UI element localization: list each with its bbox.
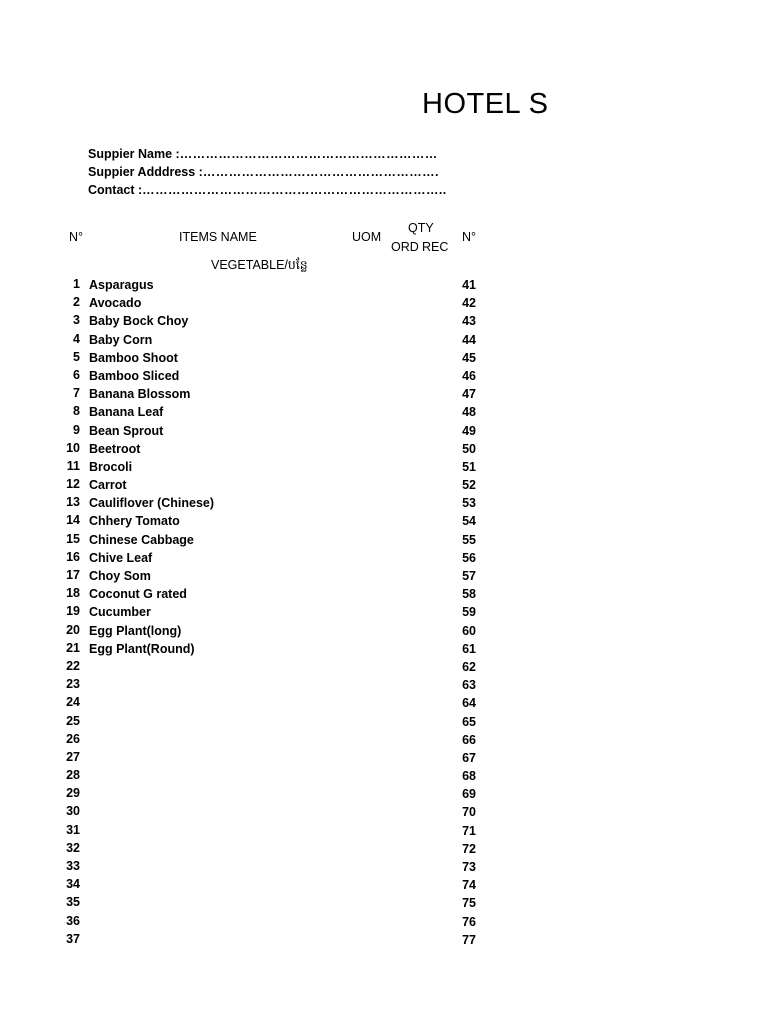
header-uom: UOM [352,230,382,244]
row-number-left: 21 [66,640,80,655]
item-name: Banana Leaf [89,405,164,420]
row-number-right: 44 [462,332,476,347]
row-number-left: 2 [73,295,80,310]
row-number-left: 9 [73,422,80,437]
header-rec: REC [422,240,449,254]
row-number-right: 42 [462,296,476,311]
contact-line [88,183,447,197]
item-name: Baby Corn [89,332,153,347]
item-name: Bean Sprout [89,423,164,438]
supplier-address-blank: ………………………………………………. [202,165,439,179]
header-items-name: ITEMS NAME [179,230,257,244]
row-number-left: 28 [66,768,80,783]
row-number-right: 76 [462,914,476,929]
item-name: Egg Plant(long) [89,623,182,638]
row-number-right: 67 [462,750,476,765]
table-row [0,495,768,513]
row-number-left: 27 [66,749,80,764]
row-number-left: 37 [66,931,80,946]
row-number-left: 16 [66,549,80,564]
table-row [0,513,768,531]
row-number-right: 56 [462,550,476,565]
row-number-right: 59 [462,605,476,620]
table-row [0,568,768,586]
row-number-left: 3 [73,313,80,328]
row-number-right: 63 [462,678,476,693]
item-name: Choy Som [89,569,151,583]
supplier-name-blank: …………………………………………………… [179,147,438,161]
row-number-left: 33 [66,859,80,873]
item-name: Carrot [89,478,127,493]
table-row [0,332,768,350]
row-number-left: 31 [66,822,80,837]
table-row [0,659,768,677]
item-name: Baby Bock Choy [89,314,189,329]
table-row [0,786,768,804]
row-number-left: 14 [66,513,80,528]
row-number-left: 7 [73,386,80,401]
item-name: Chinese Cabbage [89,532,194,547]
row-number-right: 46 [462,368,476,383]
table-row [0,386,768,404]
table-row [0,459,768,477]
table-row [0,750,768,768]
table-row [0,859,768,877]
table-row [0,804,768,822]
row-number-right: 68 [462,769,476,784]
item-name: Bamboo Sliced [89,368,180,383]
row-number-left: 1 [73,277,80,291]
row-number-left: 4 [73,331,80,346]
row-number-right: 71 [462,823,476,838]
table-row [0,350,768,368]
row-number-right: 55 [462,532,476,547]
row-number-right: 47 [462,387,476,402]
table-row [0,532,768,550]
row-number-left: 35 [66,895,80,910]
row-number-left: 18 [66,586,80,601]
row-number-right: 74 [462,878,476,893]
item-name: Egg Plant(Round) [89,641,195,656]
table-row [0,932,768,950]
table-row [0,623,768,641]
supplier-name-label: Suppier Name : [88,147,180,161]
row-number-right: 52 [462,478,476,493]
table-row [0,714,768,732]
table-row [0,914,768,932]
item-name: Coconut G rated [89,587,187,602]
table-row [0,313,768,331]
item-name: Chhery Tomato [89,514,180,529]
item-name: Cauliflover (Chinese) [89,496,215,511]
row-number-right: 73 [462,860,476,874]
row-number-left: 29 [66,786,80,801]
row-number-right: 62 [462,659,476,674]
table-row [0,295,768,313]
row-number-left: 19 [66,604,80,619]
row-number-right: 53 [462,496,476,511]
row-number-left: 24 [66,695,80,710]
table-row [0,277,768,295]
row-number-right: 45 [462,350,476,365]
row-number-left: 25 [66,713,80,728]
row-number-right: 50 [462,441,476,456]
table-row [0,423,768,441]
table-row [0,841,768,859]
row-number-left: 6 [73,367,80,382]
row-number-right: 66 [462,732,476,747]
row-number-right: 72 [462,841,476,856]
row-number-left: 15 [66,531,80,546]
table-row [0,877,768,895]
document-title: HOTEL S [422,88,549,120]
item-name: Cucumber [89,605,151,620]
row-number-right: 64 [462,696,476,711]
row-number-right: 51 [462,459,476,474]
row-number-left: 30 [66,804,80,819]
item-name: Chive Leaf [89,550,153,565]
item-name: Brocoli [89,459,133,474]
row-number-right: 49 [462,423,476,438]
contact-label: Contact : [88,183,143,197]
header-number-right: N° [462,230,477,244]
row-number-left: 22 [66,658,80,673]
table-row [0,404,768,422]
row-number-right: 57 [462,569,476,583]
contact-blank: …………………………………………………………….. [142,183,447,197]
row-number-right: 48 [462,405,476,420]
table-row [0,768,768,786]
row-number-right: 41 [462,278,476,292]
table-row [0,441,768,459]
table-row [0,550,768,568]
supplier-address-line [88,165,439,179]
table-row [0,586,768,604]
item-name: Banana Blossom [89,387,191,402]
table-row [0,641,768,659]
row-number-left: 34 [66,877,80,892]
header-ord: ORD [391,240,419,254]
row-number-right: 77 [462,932,476,947]
row-number-left: 36 [66,913,80,928]
row-number-right: 75 [462,896,476,911]
row-number-right: 70 [462,805,476,820]
row-number-right: 54 [462,514,476,529]
row-number-right: 58 [462,587,476,602]
table-row [0,677,768,695]
table-row [0,368,768,386]
row-number-left: 20 [66,622,80,637]
table-row [0,604,768,622]
table-row [0,477,768,495]
row-number-left: 17 [66,568,80,582]
table-row [0,695,768,713]
item-name: Bamboo Shoot [89,350,178,365]
supplier-address-label: Suppier Adddress : [88,165,203,179]
item-name: Beetroot [89,441,141,456]
row-number-left: 23 [66,677,80,692]
row-number-left: 11 [66,458,80,473]
row-number-right: 69 [462,787,476,802]
table-row [0,895,768,913]
row-number-left: 10 [66,440,80,455]
header-number-left: N° [69,230,84,244]
row-number-right: 43 [462,314,476,329]
supplier-name-line [88,147,438,161]
row-number-left: 32 [66,840,80,855]
section-heading-vegetable: VEGETABLE/បន្លែ [211,258,308,272]
row-number-right: 65 [462,714,476,729]
row-number-right: 61 [462,641,476,656]
row-number-left: 13 [66,495,80,510]
item-name: Avocado [89,296,142,311]
header-qty: QTY [408,221,434,235]
row-number-right: 60 [462,623,476,638]
row-number-left: 26 [66,731,80,746]
row-number-left: 8 [73,404,80,419]
item-name: Asparagus [89,278,154,292]
table-row [0,823,768,841]
row-number-left: 5 [73,349,80,364]
table-row [0,732,768,750]
row-number-left: 12 [66,477,80,492]
item-table [0,277,768,950]
